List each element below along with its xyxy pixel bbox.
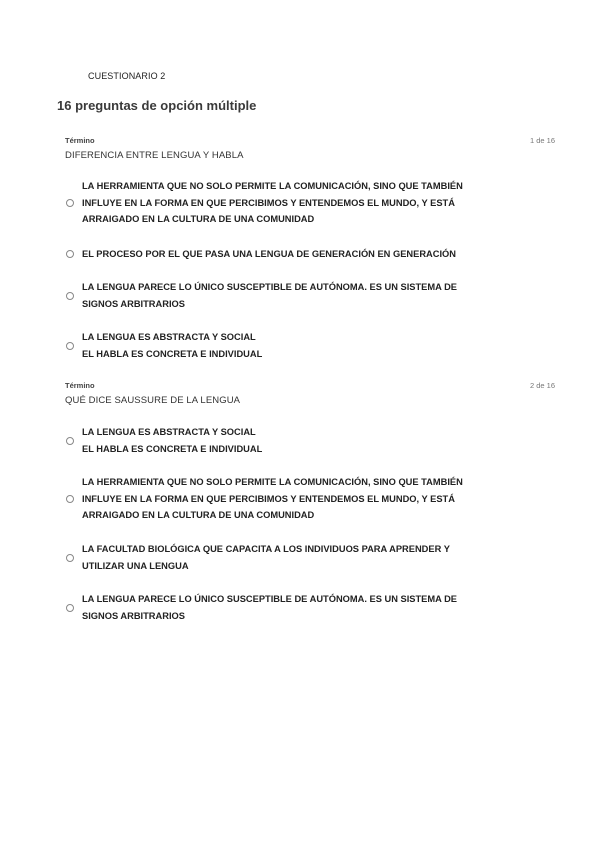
answer-option-text: LA FACULTAD BIOLÓGICA QUE CAPACITA A LOS INDIVIDUOS PARA APRENDER Y UTILIZAR UNA LENGUA <box>82 544 450 571</box>
answer-option[interactable] <box>65 329 545 362</box>
answer-option-text: LA LENGUA ES ABSTRACTA Y SOCIAL EL HABLA ES CONCRETA E INDIVIDUAL <box>82 427 263 454</box>
answer-option-text: LA LENGUA PARECE LO ÚNICO SUSCEPTIBLE DE AUTÓNOMA. ES UN SISTEMA DE SIGNOS ARBITRARIOS <box>82 594 457 621</box>
radio-icon[interactable] <box>66 342 74 350</box>
radio-icon[interactable] <box>66 292 74 300</box>
question-card <box>65 136 555 359</box>
radio-icon[interactable] <box>66 495 74 503</box>
radio-icon[interactable] <box>66 199 74 207</box>
radio-icon[interactable] <box>66 604 74 612</box>
radio-icon[interactable] <box>66 437 74 445</box>
question-text: DIFERENCIA ENTRE LENGUA Y HABLA <box>65 150 244 161</box>
question-counter: 1 de 16 <box>529 136 555 145</box>
radio-icon[interactable] <box>66 250 74 258</box>
answer-option[interactable] <box>65 424 545 457</box>
answer-option-text: LA LENGUA ES ABSTRACTA Y SOCIAL EL HABLA ES CONCRETA E INDIVIDUAL <box>82 332 263 359</box>
answer-option-text: LA HERRAMIENTA QUE NO SOLO PERMITE LA COMUNICACIÓN, SINO QUE TAMBIÉN INFLUYE EN LA FORMA EN QUE PERCIBIMOS Y ENTENDEMOS EL MUNDO, Y ESTÁ ARRAIGADO EN LA CULTURA DE UNA COMUNIDAD <box>82 181 463 224</box>
answer-option[interactable] <box>65 246 545 263</box>
answer-option[interactable] <box>65 591 545 624</box>
answer-option-text: LA LENGUA PARECE LO ÚNICO SUSCEPTIBLE DE AUTÓNOMA. ES UN SISTEMA DE SIGNOS ARBITRARIOS <box>82 282 457 309</box>
answer-option[interactable] <box>65 279 545 312</box>
radio-icon[interactable] <box>66 554 74 562</box>
answer-option[interactable] <box>65 541 545 574</box>
question-card <box>65 381 555 621</box>
answer-option-text: EL PROCESO POR EL QUE PASA UNA LENGUA DE GENERACIÓN EN GENERACIÓN <box>82 249 456 259</box>
document-header: CUESTIONARIO 2 <box>88 71 166 81</box>
term-label: Término <box>65 136 95 145</box>
question-meta <box>65 381 555 390</box>
quiz-title: 16 preguntas de opción múltiple <box>57 98 257 113</box>
question-text: QUÉ DICE SAUSSURE DE LA LENGUA <box>65 395 241 406</box>
term-label: Término <box>65 381 95 390</box>
question-meta <box>65 136 555 145</box>
question-counter: 2 de 16 <box>529 381 555 390</box>
answer-option-text: LA HERRAMIENTA QUE NO SOLO PERMITE LA COMUNICACIÓN, SINO QUE TAMBIÉN INFLUYE EN LA FORMA EN QUE PERCIBIMOS Y ENTENDEMOS EL MUNDO, Y ESTÁ ARRAIGADO EN LA CULTURA DE UNA COMUNIDAD <box>82 477 463 520</box>
answer-option[interactable] <box>65 474 545 524</box>
answer-option[interactable] <box>65 178 545 228</box>
